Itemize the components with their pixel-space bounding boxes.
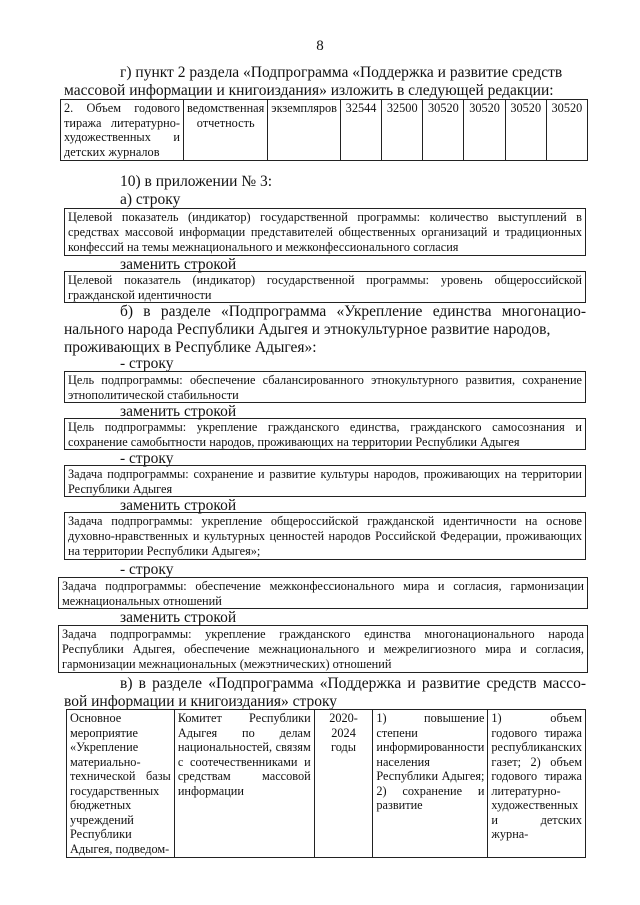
dash-row-label: - строку [120,355,174,372]
row-box-b6: Задача подпрограммы: укрепление гражданского единства многонационального народа Республики Адыгея, обеспечение межнационального и межрелигиозного мира и согласия, гармонизации межнациональных (межэтнических) отношений [58,625,588,673]
unit-cell: экземпляров [268,100,341,161]
item-v-line1: в) в разделе «Подпрограмма «Поддержка и развитие средств массо- [120,675,586,692]
row-box-a1: Целевой показатель (индикатор) государственной программы: количество выступлений в средствах массовой информации представителей общественных организаций и традиционных конфессий на темы межнационального и межконфессионального согласия [64,208,586,256]
item-10: 10) в приложении № 3: [120,173,273,190]
item-b-line3: проживающих в Республике Адыгея»: [64,339,317,356]
row-box-b2: Цель подпрограммы: укрепление гражданского единства, гражданского самосознания и сохранение самобытности народов, проживающих на территории Республики Адыгея [64,418,586,450]
row-box-b1: Цель подпрограммы: обеспечение сбалансированного этнокультурного развития, сохранение этнополитической стабильности [64,371,586,403]
replace-b2: заменить строкой [120,497,237,514]
dash-row-label: - строку [120,561,174,578]
item-v-line2: вой информации и книгоиздания» строку [64,693,338,710]
row-box-b5: Задача подпрограммы: обеспечение межконфессионального мира и согласия, гармонизации межнациональных отношений [58,577,588,609]
value-cell: 30520 [546,100,587,161]
value-cell: 30520 [423,100,464,161]
table-row [67,710,586,858]
item-g-line1: г) пункт 2 раздела «Подпрограмма «Поддержка и развитие средств [120,64,563,81]
row-box-b4: Задача подпрограммы: укрепление общероссийской гражданской идентичности на основе духовно-нравственных и культурных ценностей народов Российской Федерации, проживающих на территории Республики Адыгея»; [64,512,586,560]
row-box-b3: Задача подпрограммы: сохранение и развитие культуры народов, проживающих на территории Республики Адыгея [64,465,586,497]
value-cell: 32544 [340,100,381,161]
item-b-line2: нального народа Республики Адыгея и этнокультурное развитие народов, [64,321,551,338]
row-box-a2: Целевой показатель (индикатор) государственной программы: уровень общероссийской гражданской идентичности [64,271,586,303]
item-g-line2: массовой информации и книгоиздания» изложить в следующей редакции: [64,82,554,99]
item-a: а) строку [120,191,181,208]
value-cell: 30520 [464,100,505,161]
indicator-name-cell: 2. Объем годового тиража литературно-художественных и детских журналов [61,100,184,161]
source-cell: ведомственная отчетность [184,100,268,161]
table-row [61,100,588,161]
page-number: 8 [316,38,324,54]
item-b-line1: б) в разделе «Подпрограмма «Укрепление единства многонацио- [120,303,586,320]
value-cell: 32500 [382,100,423,161]
result-cell: 1) повышение степени информированности населения Республики Адыгея; 2) сохранение и развитие [373,710,488,858]
indicator-cell: 1) объем годового тиража республиканских газет; 2) объем годового тиража литературно-художественных и детских журна- [488,710,586,858]
replace-a: заменить строкой [120,256,237,273]
value-cell: 30520 [505,100,546,161]
dash-row-label: - строку [120,450,174,467]
replace-b3: заменить строкой [120,609,237,626]
responsible-cell: Комитет Республики Адыгея по делам национальностей, связям с соотечественниками и средствам массовой информации [174,710,314,858]
activity-cell: Основное мероприятие «Укрепление материально-технической базы государственных бюджетных учреждений Республики Адыгея, подведом- [67,710,175,858]
replace-b1: заменить строкой [120,403,237,420]
table-activity [66,709,586,858]
period-cell: 2020-2024 годы [314,710,373,858]
table-indicator-journals [60,99,588,161]
